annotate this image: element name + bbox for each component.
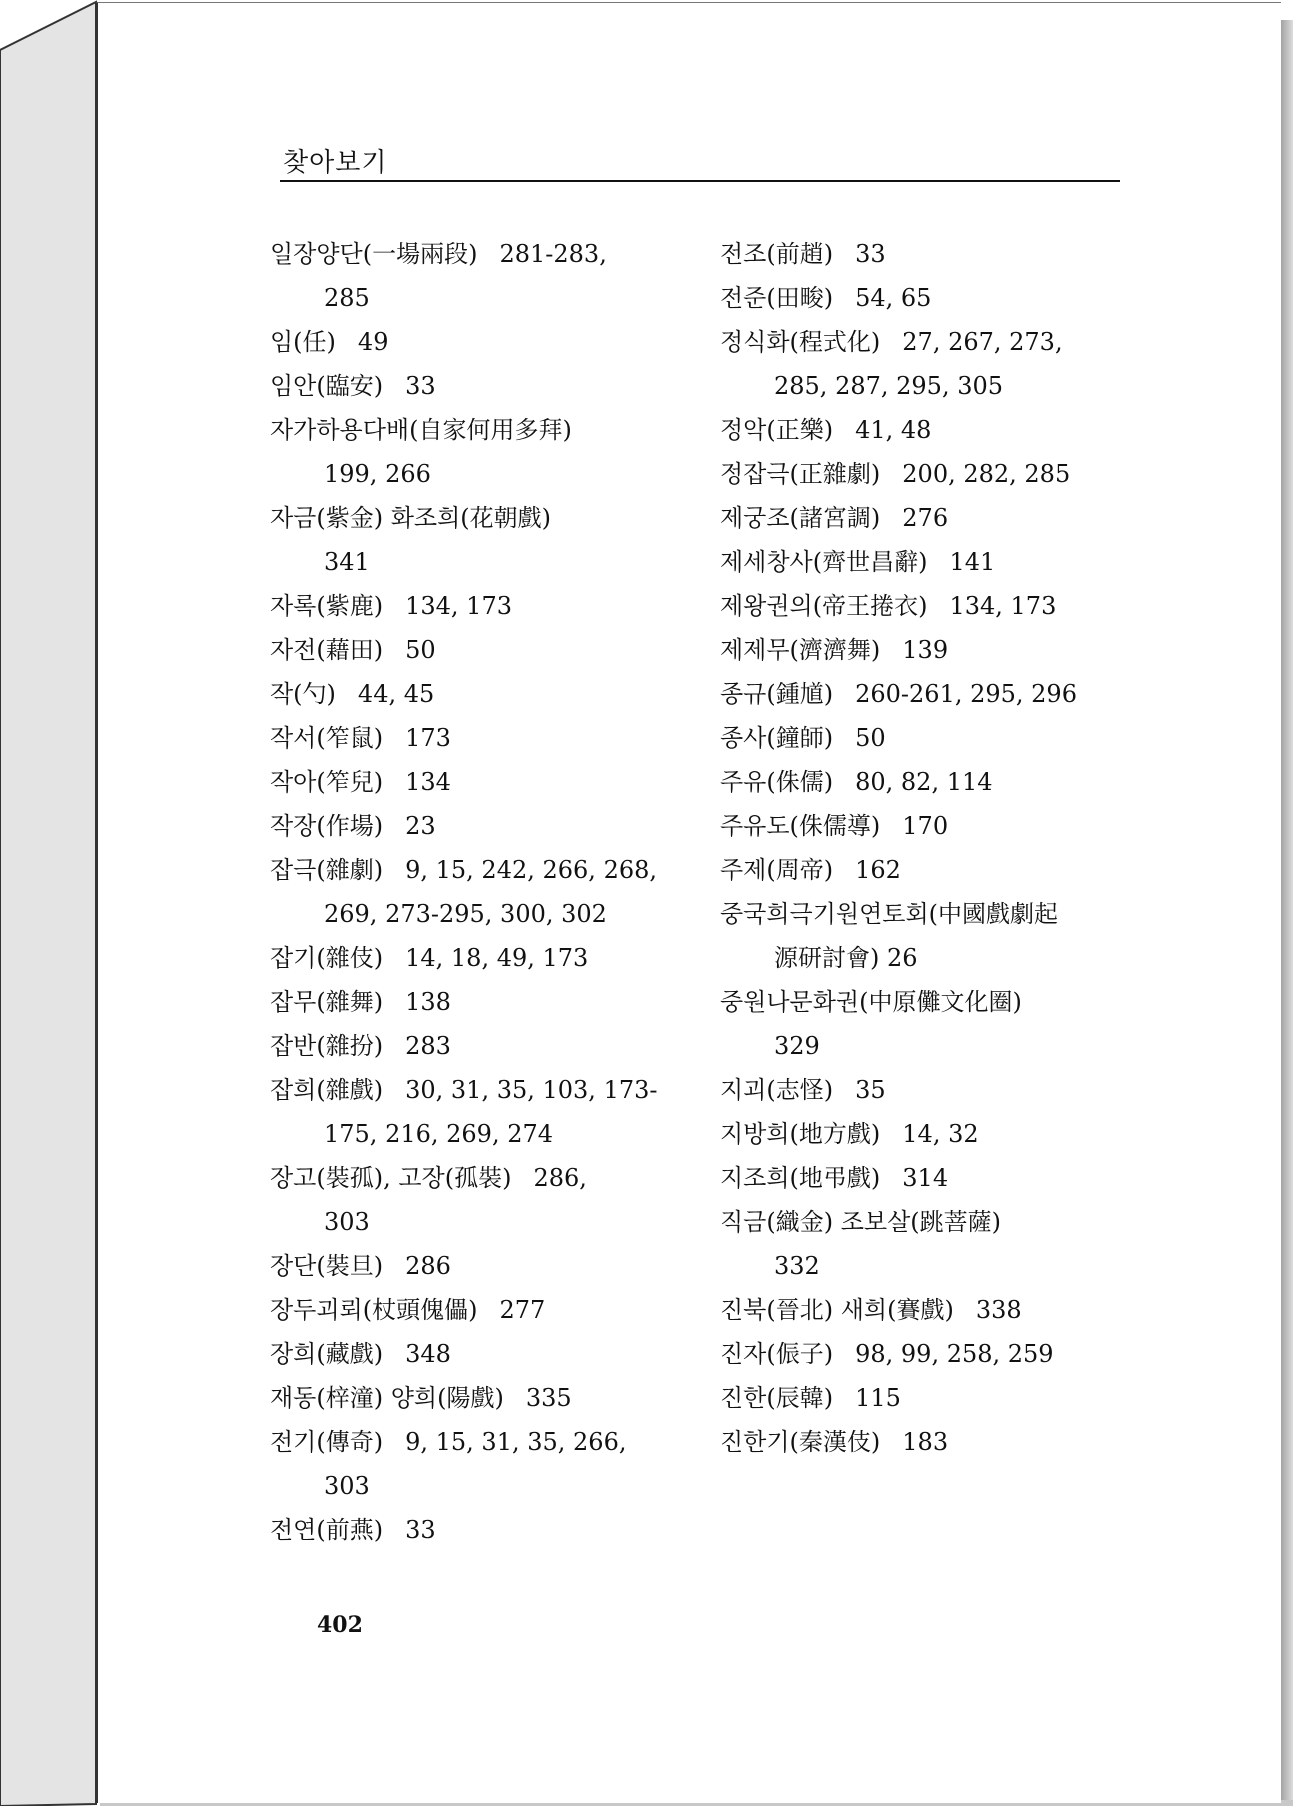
index-term: 장두괴뢰(杖頭傀儡) bbox=[270, 1296, 478, 1324]
index-page-refs: 139 bbox=[902, 636, 949, 664]
index-page-refs: 276 bbox=[902, 504, 949, 532]
index-entry bbox=[720, 320, 1180, 364]
index-entry bbox=[270, 1244, 730, 1288]
index-entry bbox=[720, 1288, 1180, 1332]
index-page-refs: 80, 82, 114 bbox=[855, 768, 993, 796]
index-entry bbox=[720, 760, 1180, 804]
index-entry-continuation: 199, 266 bbox=[324, 460, 431, 488]
index-term: 제제무(濟濟舞) bbox=[720, 636, 881, 664]
index-entry bbox=[270, 1332, 730, 1376]
index-entry bbox=[720, 804, 1180, 848]
index-term: 작(勺) bbox=[270, 680, 336, 708]
index-term: 임안(臨安) bbox=[270, 372, 384, 400]
index-entry bbox=[270, 1156, 730, 1200]
index-term: 장단(裝旦) bbox=[270, 1252, 384, 1280]
index-entry bbox=[270, 496, 730, 540]
index-page-refs: 283 bbox=[405, 1032, 451, 1060]
index-entry bbox=[720, 980, 1180, 1024]
index-entry bbox=[720, 1068, 1180, 1112]
index-page-refs: 98, 99, 258, 259 bbox=[855, 1340, 1054, 1368]
index-entry-continuation: 175, 216, 269, 274 bbox=[324, 1120, 554, 1148]
index-entry bbox=[720, 496, 1180, 540]
index-page-refs: 44, 45 bbox=[357, 680, 435, 708]
index-page-refs: 173 bbox=[405, 724, 451, 752]
index-page-refs: 281-283, bbox=[499, 240, 607, 268]
index-page-refs: 27, 267, 273, bbox=[902, 328, 1063, 356]
index-term: 종사(鐘師) bbox=[720, 724, 834, 752]
index-entry-continuation: 285 bbox=[324, 284, 370, 312]
index-page-refs: 162 bbox=[855, 856, 901, 884]
index-term: 지괴(志怪) bbox=[720, 1076, 834, 1104]
index-entry bbox=[270, 628, 730, 672]
index-page-refs: 170 bbox=[902, 812, 949, 840]
index-page-refs: 50 bbox=[855, 724, 886, 752]
index-term: 작장(作場) bbox=[270, 812, 384, 840]
index-entry bbox=[270, 320, 730, 364]
index-page-refs: 9, 15, 31, 35, 266, bbox=[405, 1428, 627, 1456]
index-entry bbox=[720, 716, 1180, 760]
index-entry bbox=[720, 1420, 1180, 1464]
index-entry bbox=[720, 540, 1180, 584]
index-page-refs: 23 bbox=[405, 812, 436, 840]
index-term: 자전(藉田) bbox=[270, 636, 384, 664]
page-number: 402 bbox=[317, 1612, 363, 1638]
index-entry-continuation: 332 bbox=[774, 1252, 820, 1280]
index-term: 지조희(地弔戲) bbox=[720, 1164, 881, 1192]
index-term: 임(任) bbox=[270, 328, 336, 356]
index-page-refs: 260-261, 295, 296 bbox=[855, 680, 1077, 708]
index-entry-continuation: 源研討會) 26 bbox=[774, 944, 918, 972]
index-entry bbox=[720, 1200, 1180, 1244]
index-term: 진북(晉北) 새희(賽戲) bbox=[720, 1296, 954, 1324]
index-term: 제궁조(諸宮調) bbox=[720, 504, 881, 532]
index-page-refs: 115 bbox=[855, 1384, 901, 1412]
index-page-refs: 141 bbox=[949, 548, 996, 576]
index-entry bbox=[270, 1376, 730, 1420]
index-page-refs: 134 bbox=[405, 768, 451, 796]
index-page-refs: 50 bbox=[405, 636, 436, 664]
index-term: 장고(裝孤), 고장(孤裝) bbox=[270, 1164, 512, 1192]
index-term: 재동(梓潼) 양희(陽戲) bbox=[270, 1384, 504, 1412]
page-header-title: 찾아보기 bbox=[283, 148, 388, 178]
index-term: 정악(正樂) bbox=[720, 416, 834, 444]
index-page-refs: 183 bbox=[902, 1428, 949, 1456]
index-term: 직금(織金) 조보살(跳菩薩) bbox=[720, 1208, 1002, 1236]
index-entry bbox=[720, 1156, 1180, 1200]
index-page-refs: 335 bbox=[525, 1384, 572, 1412]
index-term: 잡기(雜伎) bbox=[270, 944, 384, 972]
index-term: 장희(藏戲) bbox=[270, 1340, 384, 1368]
index-page-refs: 33 bbox=[405, 1516, 436, 1544]
index-entry bbox=[720, 1112, 1180, 1156]
index-page-refs: 9, 15, 242, 266, 268, bbox=[405, 856, 658, 884]
index-entry bbox=[270, 1068, 730, 1112]
index-term: 지방희(地方戲) bbox=[720, 1120, 881, 1148]
index-page-refs: 33 bbox=[855, 240, 886, 268]
index-term: 진자(侲子) bbox=[720, 1340, 834, 1368]
index-term: 일장양단(一場兩段) bbox=[270, 240, 478, 268]
index-entry bbox=[270, 760, 730, 804]
index-entry-continuation: 329 bbox=[774, 1032, 820, 1060]
index-term: 자가하용다배(自家何用多拜) bbox=[270, 416, 572, 444]
index-column-left bbox=[270, 232, 730, 1552]
index-term: 정식화(程式化) bbox=[720, 328, 881, 356]
index-term: 주유(侏儒) bbox=[720, 768, 834, 796]
index-term: 진한(辰韓) bbox=[720, 1384, 834, 1412]
index-term: 제세창사(齊世昌辭) bbox=[720, 548, 928, 576]
index-entry bbox=[270, 364, 730, 408]
index-entry bbox=[270, 1420, 730, 1464]
index-page-refs: 286, bbox=[533, 1164, 587, 1192]
index-term: 잡희(雜戲) bbox=[270, 1076, 384, 1104]
index-entry bbox=[270, 1508, 730, 1552]
index-entry bbox=[270, 584, 730, 628]
index-entry bbox=[270, 1288, 730, 1332]
index-entry bbox=[270, 848, 730, 892]
index-entry bbox=[720, 452, 1180, 496]
index-page-refs: 54, 65 bbox=[855, 284, 932, 312]
index-page-refs: 277 bbox=[499, 1296, 546, 1324]
index-page-refs: 138 bbox=[405, 988, 451, 1016]
index-entry-continuation: 303 bbox=[324, 1472, 370, 1500]
index-term: 작서(笮鼠) bbox=[270, 724, 384, 752]
index-term: 제왕권의(帝王捲衣) bbox=[720, 592, 928, 620]
index-term: 주유도(侏儒導) bbox=[720, 812, 881, 840]
index-term: 전연(前燕) bbox=[270, 1516, 384, 1544]
index-page-refs: 41, 48 bbox=[855, 416, 932, 444]
index-entry bbox=[720, 1376, 1180, 1420]
index-term: 잡무(雜舞) bbox=[270, 988, 384, 1016]
index-entry bbox=[270, 408, 730, 452]
index-page-refs: 134, 173 bbox=[405, 592, 512, 620]
header-divider bbox=[280, 180, 1120, 182]
index-column-right bbox=[720, 232, 1180, 1464]
index-entry bbox=[720, 232, 1180, 276]
index-entry bbox=[270, 716, 730, 760]
index-entry bbox=[720, 584, 1180, 628]
index-entry bbox=[270, 804, 730, 848]
index-page-refs: 14, 32 bbox=[902, 1120, 979, 1148]
index-entry-continuation: 341 bbox=[324, 548, 370, 576]
index-page-refs: 348 bbox=[405, 1340, 451, 1368]
index-page-refs: 286 bbox=[405, 1252, 451, 1280]
index-entry-continuation: 269, 273-295, 300, 302 bbox=[324, 900, 607, 928]
index-page-refs: 33 bbox=[405, 372, 436, 400]
index-page-refs: 314 bbox=[902, 1164, 949, 1192]
index-entry bbox=[720, 408, 1180, 452]
index-entry bbox=[720, 892, 1180, 936]
index-entry bbox=[270, 232, 730, 276]
page-shadow-right bbox=[1279, 20, 1293, 1806]
index-entry bbox=[720, 848, 1180, 892]
index-entry bbox=[720, 628, 1180, 672]
index-entry bbox=[270, 936, 730, 980]
index-entry-continuation: 285, 287, 295, 305 bbox=[774, 372, 1004, 400]
index-entry-continuation: 303 bbox=[324, 1208, 370, 1236]
index-term: 중원나문화권(中原儺文化圈) bbox=[720, 988, 1022, 1016]
index-entry bbox=[720, 276, 1180, 320]
index-term: 종규(鍾馗) bbox=[720, 680, 834, 708]
index-page-refs: 30, 31, 35, 103, 173- bbox=[405, 1076, 658, 1104]
index-entry bbox=[720, 672, 1180, 716]
index-term: 전기(傳奇) bbox=[270, 1428, 384, 1456]
index-page-refs: 14, 18, 49, 173 bbox=[405, 944, 589, 972]
index-page-refs: 49 bbox=[357, 328, 389, 356]
index-term: 주제(周帝) bbox=[720, 856, 834, 884]
index-term: 정잡극(正雜劇) bbox=[720, 460, 881, 488]
index-entry bbox=[270, 672, 730, 716]
index-entry bbox=[720, 1332, 1180, 1376]
index-term: 잡극(雜劇) bbox=[270, 856, 384, 884]
index-page-refs: 35 bbox=[855, 1076, 886, 1104]
index-term: 자록(紫鹿) bbox=[270, 592, 384, 620]
index-term: 자금(紫金) 화조희(花朝戲) bbox=[270, 504, 552, 532]
index-term: 중국희극기원연토회(中國戲劇起 bbox=[720, 900, 1059, 928]
index-term: 작아(笮兒) bbox=[270, 768, 384, 796]
index-term: 잡반(雜扮) bbox=[270, 1032, 384, 1060]
index-page-refs: 338 bbox=[975, 1296, 1022, 1324]
index-entry bbox=[270, 980, 730, 1024]
index-entry bbox=[270, 1024, 730, 1068]
index-term: 전조(前趙) bbox=[720, 240, 834, 268]
index-term: 전준(田畯) bbox=[720, 284, 834, 312]
index-page-refs: 200, 282, 285 bbox=[902, 460, 1071, 488]
index-term: 진한기(秦漢伎) bbox=[720, 1428, 881, 1456]
index-page-refs: 134, 173 bbox=[949, 592, 1057, 620]
